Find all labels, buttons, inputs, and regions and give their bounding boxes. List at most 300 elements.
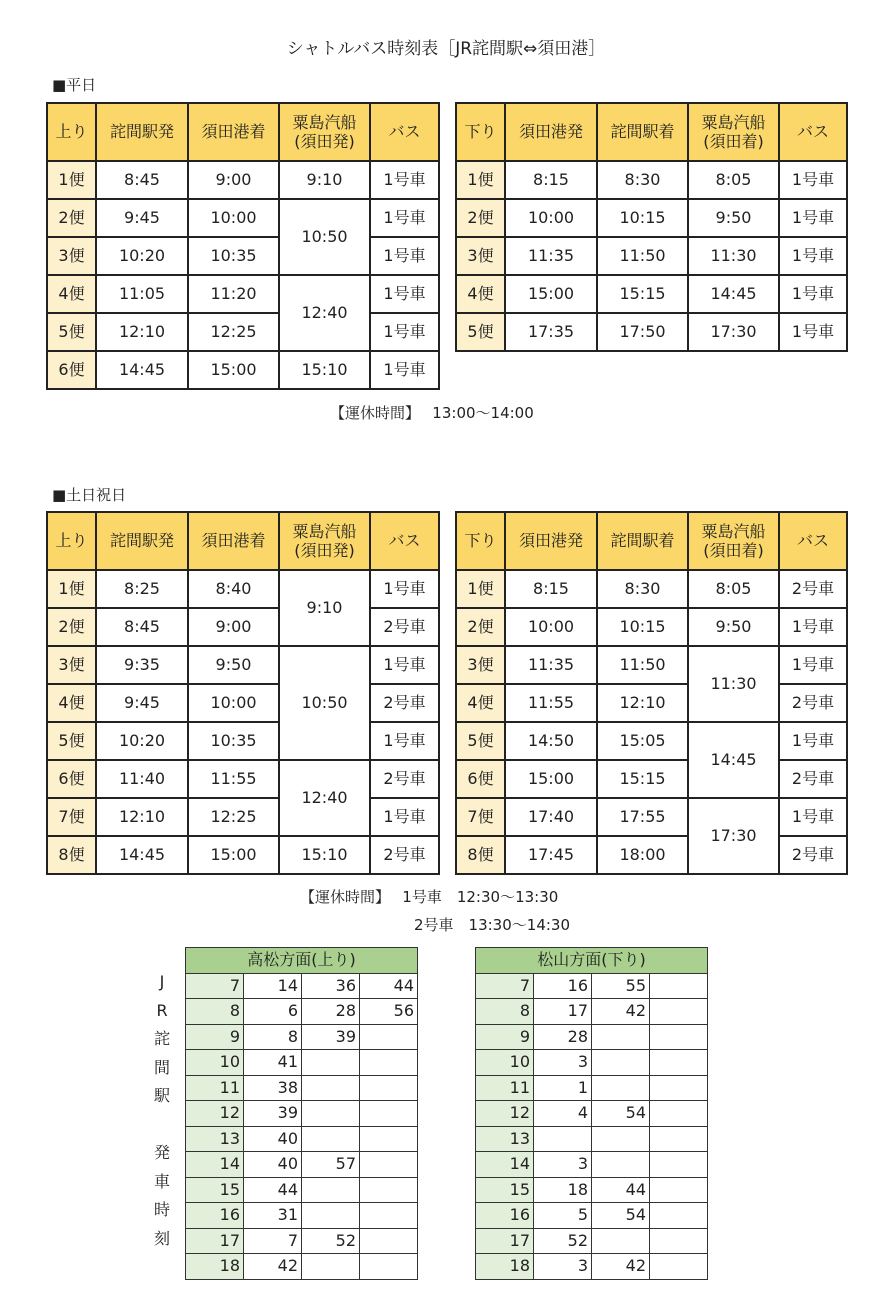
weekday-down-table — [455, 102, 848, 352]
bus-cell: 2号車 — [779, 684, 847, 722]
minute-cell: 3 — [534, 1152, 592, 1178]
bus-cell: 1号車 — [370, 199, 439, 237]
bin-cell: 8便 — [456, 836, 505, 874]
minute-cell — [302, 1177, 360, 1203]
bus-cell: 1号車 — [779, 646, 847, 684]
note-line1: 1号車 12:30～13:30 — [402, 888, 559, 906]
header-cell: 詫間駅着 — [597, 103, 688, 161]
minute-cell: 54 — [592, 1203, 650, 1229]
ferry-cell: 15:10 — [279, 351, 370, 389]
hour-cell: 18 — [476, 1254, 534, 1280]
table-row — [47, 351, 439, 389]
time-cell: 11:05 — [96, 275, 188, 313]
table-row — [456, 646, 847, 684]
time-cell: 9:45 — [96, 684, 188, 722]
minute-cell: 3 — [534, 1254, 592, 1280]
table-row — [47, 798, 439, 836]
ferry-cell: 10:50 — [279, 199, 370, 275]
table-header-row — [47, 103, 439, 161]
minute-cell: 54 — [592, 1101, 650, 1127]
bin-cell: 3便 — [456, 646, 505, 684]
hour-cell: 12 — [186, 1101, 244, 1127]
time-cell: 12:25 — [188, 798, 279, 836]
header-text: (須田発) — [294, 132, 355, 151]
minute-cell: 39 — [302, 1024, 360, 1050]
bin-cell: 2便 — [47, 199, 96, 237]
bin-cell: 1便 — [47, 570, 96, 608]
header-cell: 下り — [456, 103, 505, 161]
time-cell: 11:40 — [96, 760, 188, 798]
table-row — [476, 1101, 708, 1127]
note-time: 13:00～14:00 — [432, 404, 534, 422]
hour-cell: 8 — [186, 999, 244, 1025]
minute-cell — [302, 1101, 360, 1127]
minute-cell — [592, 1126, 650, 1152]
time-cell: 15:05 — [597, 722, 688, 760]
page-title: シャトルバス時刻表［JR詫間駅⇔須田港］ — [286, 39, 606, 59]
bus-cell: 1号車 — [370, 351, 439, 389]
header-cell: 須田港発 — [505, 103, 597, 161]
table-row — [456, 199, 847, 237]
bin-cell: 7便 — [47, 798, 96, 836]
table-row — [456, 237, 847, 275]
table-header-row — [476, 948, 708, 974]
minute-cell: 1 — [534, 1075, 592, 1101]
label-char: 時 — [153, 1200, 170, 1219]
minute-cell: 38 — [244, 1075, 302, 1101]
bus-cell: 1号車 — [370, 161, 439, 199]
time-cell: 11:35 — [505, 646, 597, 684]
time-cell: 11:35 — [505, 237, 597, 275]
minute-cell — [650, 1177, 708, 1203]
hour-cell: 11 — [186, 1075, 244, 1101]
minute-cell: 42 — [592, 999, 650, 1025]
hour-cell: 9 — [476, 1024, 534, 1050]
minute-cell — [302, 1254, 360, 1280]
bin-cell: 1便 — [47, 161, 96, 199]
minute-cell — [302, 1203, 360, 1229]
table-header-row — [456, 103, 847, 161]
hour-cell: 10 — [476, 1050, 534, 1076]
hour-cell: 14 — [476, 1152, 534, 1178]
table-row — [476, 1228, 708, 1254]
table-row — [47, 646, 439, 684]
minute-cell: 39 — [244, 1101, 302, 1127]
table-row — [476, 1254, 708, 1280]
bus-cell: 1号車 — [370, 798, 439, 836]
note-label: 【運休時間】 — [300, 888, 383, 906]
table-row — [476, 1177, 708, 1203]
time-cell: 15:00 — [505, 760, 597, 798]
ferry-cell: 9:10 — [279, 161, 370, 199]
ferry-cell: 9:50 — [688, 608, 779, 646]
time-cell: 11:20 — [188, 275, 279, 313]
bin-cell: 5便 — [456, 313, 505, 351]
minute-cell: 42 — [244, 1254, 302, 1280]
hour-cell: 16 — [186, 1203, 244, 1229]
bus-cell: 1号車 — [779, 275, 847, 313]
time-cell: 15:00 — [188, 351, 279, 389]
minute-cell: 44 — [592, 1177, 650, 1203]
header-cell: 須田港着 — [188, 103, 279, 161]
table-row — [476, 973, 708, 999]
header-cell: 上り — [47, 103, 96, 161]
hour-cell: 13 — [476, 1126, 534, 1152]
bin-cell: 1便 — [456, 161, 505, 199]
time-cell: 17:55 — [597, 798, 688, 836]
minute-cell: 31 — [244, 1203, 302, 1229]
table-row — [186, 1228, 418, 1254]
header-cell: 須田港発 — [505, 512, 597, 570]
table-row — [47, 275, 439, 313]
minute-cell — [650, 1152, 708, 1178]
table-row — [456, 608, 847, 646]
bin-cell: 5便 — [47, 722, 96, 760]
label-char: 発 — [153, 1143, 170, 1162]
header-cell: バス — [779, 512, 847, 570]
bus-cell: 1号車 — [779, 199, 847, 237]
header-text: 粟島汽船 — [292, 521, 357, 541]
matsuyama-departure-table — [475, 947, 708, 1280]
bin-cell: 4便 — [47, 684, 96, 722]
minute-cell: 57 — [302, 1152, 360, 1178]
table-row — [186, 1177, 418, 1203]
time-cell: 17:35 — [505, 313, 597, 351]
minute-cell — [650, 999, 708, 1025]
minute-cell: 18 — [534, 1177, 592, 1203]
time-cell: 11:55 — [505, 684, 597, 722]
time-cell: 12:10 — [597, 684, 688, 722]
table-row — [186, 1050, 418, 1076]
minute-cell: 7 — [244, 1228, 302, 1254]
time-cell: 10:35 — [188, 237, 279, 275]
header-cell: 詫間駅発 — [96, 103, 188, 161]
header-text: 粟島汽船 — [701, 112, 766, 132]
time-cell: 15:15 — [597, 760, 688, 798]
time-cell: 10:20 — [96, 722, 188, 760]
ferry-cell: 14:45 — [688, 275, 779, 313]
minute-cell — [592, 1228, 650, 1254]
time-cell: 8:30 — [597, 161, 688, 199]
bus-cell: 1号車 — [370, 722, 439, 760]
header-cell: 詫間駅発 — [96, 512, 188, 570]
header-cell — [688, 103, 779, 161]
hour-cell: 16 — [476, 1203, 534, 1229]
header-cell: 下り — [456, 512, 505, 570]
table-row — [456, 684, 847, 722]
minute-cell — [360, 1024, 418, 1050]
header-cell: バス — [370, 103, 439, 161]
minute-cell — [360, 1075, 418, 1101]
minute-cell: 5 — [534, 1203, 592, 1229]
hour-cell: 7 — [186, 973, 244, 999]
hour-cell: 14 — [186, 1152, 244, 1178]
time-cell: 11:50 — [597, 237, 688, 275]
minute-cell: 28 — [302, 999, 360, 1025]
holiday-down-table — [455, 511, 848, 875]
table-row — [456, 722, 847, 760]
minute-cell — [592, 1152, 650, 1178]
minute-cell — [592, 1024, 650, 1050]
bin-cell: 1便 — [456, 570, 505, 608]
label-char: 駅 — [153, 1086, 170, 1105]
table-row — [186, 1101, 418, 1127]
minute-cell: 52 — [534, 1228, 592, 1254]
minute-cell: 40 — [244, 1152, 302, 1178]
hour-cell: 15 — [476, 1177, 534, 1203]
table-row — [476, 1024, 708, 1050]
minute-cell — [650, 1228, 708, 1254]
bin-cell: 2便 — [47, 608, 96, 646]
table-row — [456, 570, 847, 608]
minute-cell — [650, 1050, 708, 1076]
minute-cell — [650, 1126, 708, 1152]
bus-cell: 1号車 — [370, 313, 439, 351]
bus-cell: 1号車 — [779, 722, 847, 760]
header-cell — [688, 512, 779, 570]
bin-cell: 6便 — [47, 351, 96, 389]
minute-cell — [534, 1126, 592, 1152]
ferry-cell: 12:40 — [279, 760, 370, 836]
table-header-row — [456, 512, 847, 570]
ferry-cell: 10:50 — [279, 646, 370, 760]
minute-cell: 55 — [592, 973, 650, 999]
weekday-suspension-note — [330, 402, 534, 423]
time-cell: 10:20 — [96, 237, 188, 275]
bus-cell: 1号車 — [779, 161, 847, 199]
time-cell: 8:40 — [188, 570, 279, 608]
minute-cell: 3 — [534, 1050, 592, 1076]
table-row — [456, 798, 847, 836]
hour-cell: 18 — [186, 1254, 244, 1280]
table-row — [186, 1254, 418, 1280]
bus-cell: 1号車 — [779, 237, 847, 275]
minute-cell: 14 — [244, 973, 302, 999]
minute-cell — [650, 1101, 708, 1127]
bus-cell: 1号車 — [779, 798, 847, 836]
bus-cell: 2号車 — [370, 684, 439, 722]
minute-cell — [360, 1101, 418, 1127]
table-row — [47, 199, 439, 237]
table-row — [186, 1126, 418, 1152]
time-cell: 14:45 — [96, 836, 188, 874]
bus-cell: 1号車 — [370, 570, 439, 608]
time-cell: 8:15 — [505, 570, 597, 608]
minute-cell — [360, 1203, 418, 1229]
header-cell: バス — [370, 512, 439, 570]
hour-cell: 11 — [476, 1075, 534, 1101]
hour-cell: 17 — [476, 1228, 534, 1254]
bin-cell: 5便 — [456, 722, 505, 760]
minute-cell: 44 — [360, 973, 418, 999]
time-cell: 8:25 — [96, 570, 188, 608]
ferry-cell: 9:10 — [279, 570, 370, 646]
ferry-cell: 8:05 — [688, 161, 779, 199]
time-cell: 10:00 — [188, 684, 279, 722]
table-row — [47, 161, 439, 199]
bin-cell: 6便 — [47, 760, 96, 798]
bus-cell: 2号車 — [779, 760, 847, 798]
header-cell: 詫間駅着 — [597, 512, 688, 570]
minute-cell — [650, 1254, 708, 1280]
table-row — [186, 1152, 418, 1178]
time-cell: 10:15 — [597, 608, 688, 646]
ferry-cell: 17:30 — [688, 798, 779, 874]
time-cell: 15:15 — [597, 275, 688, 313]
hour-cell: 17 — [186, 1228, 244, 1254]
ferry-cell: 17:30 — [688, 313, 779, 351]
time-cell: 12:10 — [96, 313, 188, 351]
holiday-suspension-note — [300, 886, 558, 907]
hour-cell: 13 — [186, 1126, 244, 1152]
header-cell — [279, 103, 370, 161]
table-row — [476, 1126, 708, 1152]
note-label: 【運休時間】 — [330, 404, 413, 422]
header-text: 粟島汽船 — [701, 521, 766, 541]
header-cell: バス — [779, 103, 847, 161]
minute-cell — [360, 1152, 418, 1178]
bus-cell: 2号車 — [779, 836, 847, 874]
bin-cell: 6便 — [456, 760, 505, 798]
table-row — [47, 608, 439, 646]
table-row — [47, 836, 439, 874]
table-row — [186, 973, 418, 999]
direction-title: 高松方面(上り) — [186, 948, 418, 974]
bus-cell: 1号車 — [370, 237, 439, 275]
minute-cell — [650, 1075, 708, 1101]
time-cell: 8:45 — [96, 161, 188, 199]
hour-cell: 15 — [186, 1177, 244, 1203]
hour-cell: 12 — [476, 1101, 534, 1127]
time-cell: 17:50 — [597, 313, 688, 351]
time-cell: 10:00 — [505, 199, 597, 237]
table-row — [456, 275, 847, 313]
holiday-up-table — [46, 511, 440, 875]
header-cell: 上り — [47, 512, 96, 570]
minute-cell: 8 — [244, 1024, 302, 1050]
hour-cell: 8 — [476, 999, 534, 1025]
minute-cell — [302, 1050, 360, 1076]
weekday-up-table — [46, 102, 440, 390]
time-cell: 15:00 — [505, 275, 597, 313]
bus-cell: 1号車 — [779, 313, 847, 351]
minute-cell — [302, 1075, 360, 1101]
bin-cell: 3便 — [47, 237, 96, 275]
station-vertical-label — [150, 968, 174, 1253]
hour-cell: 9 — [186, 1024, 244, 1050]
holiday-suspension-note-2: 2号車 13:30～14:30 — [414, 916, 570, 934]
direction-title: 松山方面(下り) — [476, 948, 708, 974]
table-row — [456, 760, 847, 798]
holiday-heading: ■土日祝日 — [52, 486, 127, 504]
label-char: 詫 — [153, 1029, 170, 1048]
minute-cell — [650, 1024, 708, 1050]
minute-cell — [360, 1050, 418, 1076]
minute-cell: 36 — [302, 973, 360, 999]
bin-cell: 8便 — [47, 836, 96, 874]
ferry-cell: 15:10 — [279, 836, 370, 874]
header-text: (須田発) — [294, 541, 355, 560]
header-text: 粟島汽船 — [292, 112, 357, 132]
time-cell: 15:00 — [188, 836, 279, 874]
time-cell: 14:45 — [96, 351, 188, 389]
table-header-row — [47, 512, 439, 570]
minute-cell — [360, 1254, 418, 1280]
time-cell: 8:15 — [505, 161, 597, 199]
time-cell: 9:45 — [96, 199, 188, 237]
bin-cell: 2便 — [456, 608, 505, 646]
minute-cell — [360, 1228, 418, 1254]
bin-cell: 4便 — [456, 275, 505, 313]
minute-cell: 17 — [534, 999, 592, 1025]
table-row — [186, 1075, 418, 1101]
minute-cell: 16 — [534, 973, 592, 999]
table-row — [186, 1203, 418, 1229]
ferry-cell: 8:05 — [688, 570, 779, 608]
time-cell: 17:45 — [505, 836, 597, 874]
label-char: 車 — [153, 1171, 170, 1191]
table-row — [47, 237, 439, 275]
header-cell — [279, 512, 370, 570]
minute-cell: 4 — [534, 1101, 592, 1127]
time-cell: 9:50 — [188, 646, 279, 684]
label-char: 間 — [153, 1057, 170, 1077]
header-text: (須田着) — [703, 132, 764, 151]
takamatsu-departure-table — [185, 947, 418, 1280]
bin-cell: 2便 — [456, 199, 505, 237]
time-cell: 9:00 — [188, 161, 279, 199]
minute-cell — [360, 1177, 418, 1203]
label-char: 刻 — [153, 1228, 170, 1248]
table-row — [456, 313, 847, 351]
table-row — [47, 684, 439, 722]
weekday-heading: ■平日 — [52, 76, 97, 94]
minute-cell: 52 — [302, 1228, 360, 1254]
bin-cell: 7便 — [456, 798, 505, 836]
bin-cell: 5便 — [47, 313, 96, 351]
header-text: (須田着) — [703, 541, 764, 560]
time-cell: 14:50 — [505, 722, 597, 760]
minute-cell — [650, 973, 708, 999]
minute-cell: 41 — [244, 1050, 302, 1076]
table-row — [47, 722, 439, 760]
ferry-cell: 11:30 — [688, 646, 779, 722]
bus-cell: 2号車 — [370, 760, 439, 798]
hour-cell: 7 — [476, 973, 534, 999]
table-row — [186, 1024, 418, 1050]
minute-cell: 6 — [244, 999, 302, 1025]
time-cell: 8:45 — [96, 608, 188, 646]
table-row — [476, 1050, 708, 1076]
table-row — [456, 836, 847, 874]
ferry-cell: 14:45 — [688, 722, 779, 798]
ferry-cell: 12:40 — [279, 275, 370, 351]
minute-cell: 40 — [244, 1126, 302, 1152]
time-cell: 18:00 — [597, 836, 688, 874]
time-cell: 9:35 — [96, 646, 188, 684]
time-cell: 9:00 — [188, 608, 279, 646]
bus-cell: 1号車 — [370, 646, 439, 684]
time-cell: 10:00 — [505, 608, 597, 646]
minute-cell: 44 — [244, 1177, 302, 1203]
time-cell: 10:15 — [597, 199, 688, 237]
bus-cell: 1号車 — [370, 275, 439, 313]
minute-cell — [302, 1126, 360, 1152]
minute-cell — [650, 1203, 708, 1229]
bin-cell: 3便 — [47, 646, 96, 684]
bus-cell: 2号車 — [370, 608, 439, 646]
minute-cell — [592, 1050, 650, 1076]
